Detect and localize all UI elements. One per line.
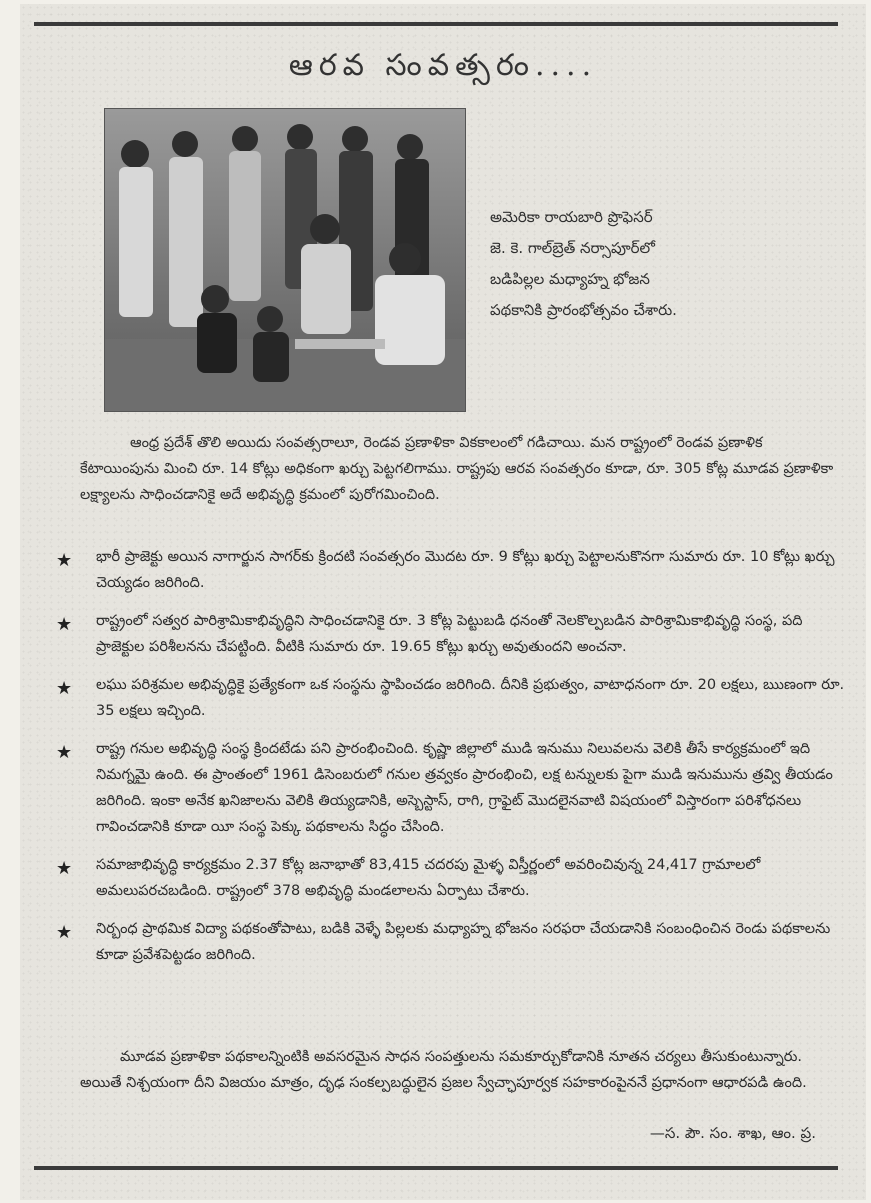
caption-line: పథకానికి ప్రారంభోత్సవం చేశారు. <box>490 301 677 319</box>
list-item-text: రాష్ట్రంలో సత్వర పారిశ్రామికాభివృద్ధిని సాధించడానికై రూ. 3 కోట్ల పెట్టుబడి ధనంతో నెలకొల్పబడిన పారిశ్రామికాభివృద్ధి సంస్థ, పది ప్రాజెక్టుల పరిశీలనను చేపట్టింది. వీటికి సుమారు రూ. 19.65 కోట్లు ఖర్చు అవుతుందని అంచనా. <box>96 613 803 655</box>
list-item <box>50 608 850 660</box>
photo-caption <box>490 202 830 326</box>
list-item <box>50 672 850 724</box>
news-photograph <box>104 108 466 412</box>
list-item <box>50 852 850 904</box>
caption-line: అమెరికా రాయబారి ప్రొఫెసర్ <box>490 208 653 226</box>
star-bullet-icon: ★ <box>56 614 73 635</box>
star-bullet-icon: ★ <box>56 678 73 699</box>
list-item <box>50 544 850 596</box>
caption-line: బడిపిల్లల మధ్యాహ్న భోజన <box>490 270 650 288</box>
achievements-list <box>50 544 850 980</box>
closing-paragraph: మూడవ ప్రణాళికా పథకాలన్నింటికి అవసరమైన సాధన సంపత్తులను సమకూర్చుకోడానికి నూతన చర్యలు తీసుకుంటున్నారు. అయితే నిశ్చయంగా దీని విజయం మాత్రం, దృఢ సంకల్పబద్ధులైన ప్రజల స్వేచ్ఛాపూర్వక సహకారంపైననే ప్రధానంగా ఆధారపడి ఉంది. <box>80 1049 807 1091</box>
signature: —స. పౌ. సం. శాఖ, ఆం. ప్ర. <box>649 1124 816 1142</box>
intro-paragraph: ఆంధ్ర ప్రదేశ్ తొలి అయిదు సంవత్సరాలూ, రెండవ ప్రణాళికా వికకాలంలో గడిచాయి. మన రాష్ట్రంలో రెండవ ప్రణాళిక కేటాయింపును మించి రూ. 14 కోట్లు అధికంగా ఖర్చు పెట్టగలిగాము. రాష్ట్రపు ఆరవ సంవత్సరం కూడా, రూ. 305 కోట్ల మూడవ ప్రణాళికా లక్ష్యాలను సాధించడానికై అదే అభివృద్ధి క్రమంలో పురోగమించింది. <box>80 435 834 503</box>
top-rule <box>34 22 838 26</box>
list-item-text: లఘు పరిశ్రమల అభివృద్ధికై ప్రత్యేకంగా ఒక సంస్థను స్థాపించడం జరిగింది. దీనికి ప్రభుత్వం, వాటాధనంగా రూ. 20 లక్షలు, ఋణంగా రూ. 35 లక్షలు ఇచ్చింది. <box>96 677 845 719</box>
list-item <box>50 736 850 840</box>
photograph-icon <box>105 109 465 411</box>
caption-line: జె. కె. గాల్‌బ్రెత్ నర్సాపూర్‌లో <box>490 239 655 257</box>
star-bullet-icon: ★ <box>56 922 73 943</box>
list-item <box>50 916 850 968</box>
closing-section <box>80 1044 840 1096</box>
list-item-text: రాష్ట్ర గనుల అభివృద్ధి సంస్థ క్రిందటేడు పని ప్రారంభించింది. కృష్ణా జిల్లాలో ముడి ఇనుము నిలువలను వెలికి తీసే కార్యక్రమంలో ఇది నిమగ్నమై ఉంది. ఈ ప్రాంతంలో 1961 డిసెంబరులో గనుల త్రవ్వకం ప్రారంభించి, లక్ష టన్నులకు పైగా ముడి ఇనుమును త్రవ్వి తీయడం జరిగింది. ఇంకా అనేక ఖనిజాలను వెలికి తియ్యడానికి, అస్బెస్టాస్, రాగి, గ్రాఫైట్ మొదలైనవాటి విషయంలో విస్తారంగా పరిశోధనలు గావించడానికి కూడా యీ సంస్థ పెక్కు పథకాలను సిద్ధం చేసింది. <box>96 741 833 835</box>
bottom-rule <box>34 1166 838 1170</box>
intro-section <box>80 430 840 508</box>
page-title: ఆరవ సంవత్సరం.... <box>288 48 598 83</box>
list-item-text: నిర్బంధ ప్రాథమిక విద్యా పథకంతోపాటు, బడికి వెళ్ళే పిల్లలకు మధ్యాహ్న భోజనం సరఫరా చేయడానికి సంబంధించిన రెండు పథకాలను కూడా ప్రవేశపెట్టడం జరిగింది. <box>96 921 831 963</box>
list-item-text: భారీ ప్రాజెక్టు అయిన నాగార్జున సాగర్‌కు క్రిందటి సంవత్సరం మొదట రూ. 9 కోట్లు ఖర్చు పెట్టాలనుకొనగా సుమారు రూ. 10 కోట్లు ఖర్చు చెయ్యడం జరిగింది. <box>96 549 835 591</box>
document-page <box>20 4 866 1200</box>
star-bullet-icon: ★ <box>56 550 73 571</box>
list-item-text: సమాజాభివృద్ధి కార్యక్రమం 2.37 కోట్ల జనాభాతో 83,415 చదరపు మైళ్ళ విస్తీర్ణంలో అవరించివున్న 24,417 గ్రామాలలో అమలుపరచబడింది. రాష్ట్రంలో 378 అభివృద్ధి మండలాలను ఏర్పాటు చేశారు. <box>96 857 761 899</box>
star-bullet-icon: ★ <box>56 742 73 763</box>
star-bullet-icon: ★ <box>56 858 73 879</box>
